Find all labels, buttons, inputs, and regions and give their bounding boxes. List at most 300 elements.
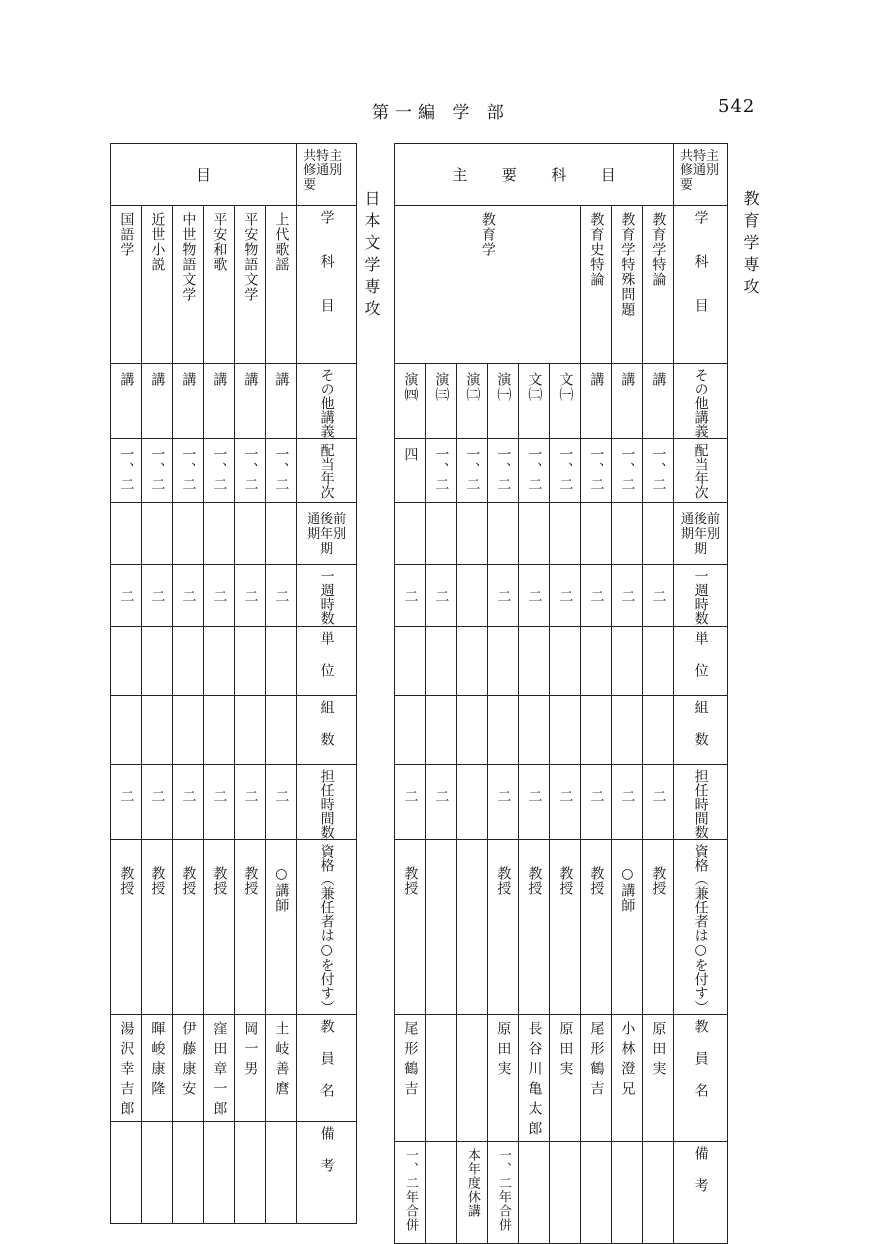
groups-cell <box>457 695 488 764</box>
header-year-label: 配当年次 <box>318 443 335 499</box>
hours-value: 二 <box>273 588 290 604</box>
page-number: 542 <box>718 96 756 117</box>
header-hours-label: 一週時数 <box>692 568 709 625</box>
header-type-label: その他講義 <box>692 368 709 438</box>
group-header-char: 主 <box>452 166 468 184</box>
note-cell <box>173 1121 204 1223</box>
rank-value: 教授 <box>402 865 419 896</box>
hours-value: 二 <box>526 588 543 604</box>
note-cell <box>235 1121 266 1223</box>
unit-cell <box>643 626 674 695</box>
charge-cell <box>643 764 674 839</box>
teacher-cell <box>426 1014 457 1141</box>
group-header <box>395 144 674 206</box>
rank-value: ○講師 <box>619 865 636 913</box>
type-cell <box>204 364 235 439</box>
note-cell <box>643 1141 674 1243</box>
header-term-label: 通後前期年別期 <box>681 512 721 557</box>
rank-value: 教授 <box>526 865 543 896</box>
group-header-char: 科 <box>551 166 567 184</box>
rank-value: 教授 <box>242 865 259 896</box>
subject-value: 平安物語文学 <box>242 212 259 302</box>
header-teacher-label: 教員名 <box>692 1018 709 1115</box>
unit-cell <box>612 626 643 695</box>
type-cell <box>581 364 612 439</box>
groups-cell <box>235 695 266 764</box>
type-value: 講 <box>180 372 197 387</box>
note-value: 本年度休講 <box>464 1147 480 1218</box>
type-value: 講 <box>211 372 228 387</box>
header-subject-label: 学科目 <box>692 210 709 342</box>
term-cell <box>612 503 643 565</box>
rank-value: 教授 <box>211 865 228 896</box>
teacher-cell <box>550 1014 581 1141</box>
term-cell <box>395 503 426 565</box>
rank-value: 教授 <box>180 865 197 896</box>
header-rank <box>297 839 357 1014</box>
term-cell <box>204 503 235 565</box>
term-cell <box>488 503 519 565</box>
subject-cell <box>581 206 612 364</box>
type-value: 演㈠ <box>495 372 512 402</box>
rank-value: 教授 <box>650 865 667 896</box>
charge-value: 二 <box>619 788 636 804</box>
hours-cell <box>426 564 457 626</box>
teacher-cell <box>581 1014 612 1141</box>
type-value: 文㈠ <box>557 372 574 402</box>
year-cell <box>643 439 674 503</box>
charge-value: 二 <box>650 788 667 804</box>
charge-value: 二 <box>273 788 290 804</box>
rank-cell <box>519 839 550 1014</box>
type-value: 講 <box>273 372 290 387</box>
group-header-char: 要 <box>501 166 517 184</box>
unit-cell <box>426 626 457 695</box>
right-section-title: 教育学専攻 <box>741 190 760 300</box>
charge-cell <box>395 764 426 839</box>
note-cell <box>395 1141 426 1243</box>
teacher-cell <box>457 1014 488 1141</box>
header-charge-label: 担任時間数 <box>318 768 335 839</box>
rank-cell <box>426 839 457 1014</box>
type-value: 文㈡ <box>526 372 543 402</box>
header-note-label: 備考 <box>692 1145 709 1210</box>
hours-value: 二 <box>180 588 197 604</box>
header-rank <box>674 839 728 1014</box>
charge-cell <box>142 764 173 839</box>
type-cell <box>643 364 674 439</box>
teacher-value: 小林澄兄 <box>619 1020 636 1101</box>
rank-cell <box>173 839 204 1014</box>
header-groups <box>674 695 728 764</box>
hours-cell <box>488 564 519 626</box>
header-unit-label: 単位 <box>318 630 335 695</box>
rank-value: 教授 <box>588 865 605 896</box>
teacher-cell <box>111 1014 142 1121</box>
groups-cell <box>581 695 612 764</box>
unit-cell <box>519 626 550 695</box>
note-cell <box>111 1121 142 1223</box>
teacher-cell <box>142 1014 173 1121</box>
year-value: 四 <box>402 447 419 462</box>
term-cell <box>266 503 297 565</box>
charge-value: 二 <box>242 788 259 804</box>
rank-value: ○講師 <box>273 865 290 913</box>
hours-value: 二 <box>650 588 667 604</box>
charge-cell <box>204 764 235 839</box>
rank-cell <box>643 839 674 1014</box>
teacher-value: 尾形鶴吉 <box>402 1020 419 1101</box>
header-rank-label: 資格（兼任者は○を付す） <box>692 843 709 1014</box>
term-cell <box>111 503 142 565</box>
groups-cell <box>111 695 142 764</box>
groups-cell <box>204 695 235 764</box>
header-charge-label: 担任時間数 <box>692 768 709 839</box>
header-teacher <box>297 1014 357 1121</box>
year-cell <box>395 439 426 503</box>
year-cell <box>519 439 550 503</box>
teacher-cell <box>204 1014 235 1121</box>
rank-cell <box>612 839 643 1014</box>
hours-cell <box>581 564 612 626</box>
term-cell <box>581 503 612 565</box>
subject-cell <box>142 206 173 364</box>
groups-cell <box>142 695 173 764</box>
header-note <box>297 1121 357 1223</box>
note-cell <box>519 1141 550 1243</box>
teacher-value: 暉峻康隆 <box>149 1020 166 1101</box>
charge-cell <box>488 764 519 839</box>
header-charge <box>297 764 357 839</box>
left-table <box>110 143 357 1224</box>
note-cell <box>142 1121 173 1223</box>
type-cell <box>426 364 457 439</box>
subject-value: 中世物語文学 <box>180 212 197 302</box>
teacher-cell <box>173 1014 204 1121</box>
term-cell <box>457 503 488 565</box>
unit-cell <box>550 626 581 695</box>
header-groups-label: 組数 <box>692 699 709 764</box>
center-section-title: 日本文学専攻 <box>362 190 381 322</box>
subject-name: 教育学特殊問題 <box>619 212 636 317</box>
charge-cell <box>550 764 581 839</box>
year-cell <box>204 439 235 503</box>
header-type <box>674 364 728 439</box>
subject-value: 平安和歌 <box>211 212 228 272</box>
groups-cell <box>395 695 426 764</box>
teacher-value: 伊藤康安 <box>180 1020 197 1101</box>
header-note <box>674 1141 728 1243</box>
header-year <box>297 439 357 503</box>
type-value: 講 <box>149 372 166 387</box>
type-cell <box>488 364 519 439</box>
unit-cell <box>235 626 266 695</box>
header-groups <box>297 695 357 764</box>
charge-value: 二 <box>588 788 605 804</box>
header-subject-label: 学科目 <box>318 210 335 342</box>
type-cell <box>457 364 488 439</box>
header-kyotsu <box>297 144 357 206</box>
header-teacher <box>674 1014 728 1141</box>
charge-cell <box>173 764 204 839</box>
charge-cell <box>235 764 266 839</box>
charge-value: 二 <box>495 788 512 804</box>
header-unit-label: 単位 <box>692 630 709 695</box>
hours-cell <box>111 564 142 626</box>
hours-cell <box>235 564 266 626</box>
teacher-value: 原田実 <box>495 1020 512 1081</box>
term-cell <box>519 503 550 565</box>
header-groups-label: 組数 <box>318 699 335 764</box>
header-term-label: 通後前期年別期 <box>307 512 347 557</box>
charge-value: 二 <box>118 788 135 804</box>
unit-cell <box>266 626 297 695</box>
note-cell <box>488 1141 519 1243</box>
type-cell <box>266 364 297 439</box>
year-value: 一、二 <box>650 447 667 492</box>
teacher-cell <box>643 1014 674 1141</box>
teacher-value: 長谷川亀太郎 <box>526 1020 543 1141</box>
groups-cell <box>266 695 297 764</box>
header-term <box>297 503 357 565</box>
header-note-label: 備考 <box>318 1125 335 1190</box>
year-value: 一、二 <box>433 447 450 492</box>
type-value: 講 <box>650 372 667 387</box>
header-year <box>674 439 728 503</box>
charge-cell <box>266 764 297 839</box>
year-value: 一、二 <box>619 447 636 492</box>
teacher-cell <box>519 1014 550 1141</box>
year-cell <box>426 439 457 503</box>
teacher-cell <box>395 1014 426 1141</box>
header-hours-label: 一週時数 <box>318 568 335 625</box>
charge-cell <box>519 764 550 839</box>
note-cell <box>204 1121 235 1223</box>
subject-value: 上代歌謡 <box>273 212 290 272</box>
subject-cell <box>235 206 266 364</box>
charge-cell <box>426 764 457 839</box>
year-value: 一、二 <box>118 447 135 492</box>
unit-cell <box>581 626 612 695</box>
unit-cell <box>111 626 142 695</box>
running-head: 第一編 学 部 <box>372 103 510 123</box>
hours-value: 二 <box>242 588 259 604</box>
header-unit <box>674 626 728 695</box>
year-value: 一、二 <box>526 447 543 492</box>
note-cell <box>612 1141 643 1243</box>
year-cell <box>488 439 519 503</box>
term-cell <box>173 503 204 565</box>
groups-cell <box>426 695 457 764</box>
header-rank-label: 資格（兼任者は○を付す） <box>318 843 335 1014</box>
type-value: 講 <box>242 372 259 387</box>
teacher-value: 岡一男 <box>242 1020 259 1081</box>
header-kyotsu <box>674 144 728 206</box>
header-year-label: 配当年次 <box>692 443 709 499</box>
charge-value: 二 <box>557 788 574 804</box>
year-value: 一、二 <box>495 447 512 492</box>
charge-value: 二 <box>402 788 419 804</box>
year-value: 一、二 <box>180 447 197 492</box>
hours-value: 二 <box>619 588 636 604</box>
teacher-value: 窪田章一郎 <box>211 1020 228 1121</box>
groups-cell <box>550 695 581 764</box>
header-unit <box>297 626 357 695</box>
year-value: 一、二 <box>588 447 605 492</box>
header-subject <box>297 206 357 364</box>
hours-cell <box>173 564 204 626</box>
subject-cell <box>612 206 643 364</box>
term-cell <box>142 503 173 565</box>
type-cell <box>612 364 643 439</box>
note-cell <box>426 1141 457 1243</box>
charge-value: 二 <box>433 788 450 804</box>
teacher-value: 尾形鶴吉 <box>588 1020 605 1101</box>
rank-cell <box>266 839 297 1014</box>
hours-value: 二 <box>118 588 135 604</box>
rank-value: 教授 <box>149 865 166 896</box>
year-value: 一、二 <box>242 447 259 492</box>
year-value: 一、二 <box>211 447 228 492</box>
year-cell <box>235 439 266 503</box>
hours-cell <box>395 564 426 626</box>
note-value: 一、二年合併 <box>402 1147 418 1232</box>
hours-cell <box>142 564 173 626</box>
hours-cell <box>550 564 581 626</box>
rank-cell <box>204 839 235 1014</box>
header-teacher-label: 教員名 <box>318 1018 335 1115</box>
note-cell <box>457 1141 488 1243</box>
hours-value: 二 <box>433 588 450 604</box>
merged-subject: 教育学 <box>479 212 496 257</box>
type-cell <box>550 364 581 439</box>
year-cell <box>457 439 488 503</box>
rank-cell <box>550 839 581 1014</box>
unit-cell <box>173 626 204 695</box>
rank-cell <box>581 839 612 1014</box>
term-cell <box>550 503 581 565</box>
rank-cell <box>395 839 426 1014</box>
year-cell <box>266 439 297 503</box>
year-value: 一、二 <box>464 447 481 492</box>
teacher-value: 湯沢幸吉郎 <box>118 1020 135 1121</box>
subject-cell <box>204 206 235 364</box>
teacher-cell <box>488 1014 519 1141</box>
rank-cell <box>235 839 266 1014</box>
subject-cell <box>643 206 674 364</box>
type-cell <box>142 364 173 439</box>
subject-cell <box>173 206 204 364</box>
charge-value: 二 <box>149 788 166 804</box>
hours-cell <box>519 564 550 626</box>
header-type-label: その他講義 <box>318 368 335 438</box>
groups-cell <box>173 695 204 764</box>
year-cell <box>111 439 142 503</box>
year-value: 一、二 <box>273 447 290 492</box>
hours-value: 二 <box>495 588 512 604</box>
hours-cell <box>266 564 297 626</box>
right-table <box>394 143 728 1244</box>
subject-name: 教育学特論 <box>650 212 667 287</box>
rank-cell <box>142 839 173 1014</box>
header-kyotsu-label: 共特主修通別要 <box>680 149 720 193</box>
teacher-value: 原田実 <box>557 1020 574 1081</box>
type-value: 講 <box>588 372 605 387</box>
rank-value: 教授 <box>495 865 512 896</box>
groups-cell <box>519 695 550 764</box>
type-value: 講 <box>619 372 636 387</box>
subject-value: 近世小説 <box>149 212 166 272</box>
hours-cell <box>204 564 235 626</box>
type-cell <box>395 364 426 439</box>
unit-cell <box>142 626 173 695</box>
header-charge <box>674 764 728 839</box>
note-cell <box>266 1121 297 1223</box>
type-cell <box>111 364 142 439</box>
group-header-char: 目 <box>600 166 616 184</box>
hours-value: 二 <box>588 588 605 604</box>
header-term <box>674 503 728 565</box>
teacher-cell <box>612 1014 643 1141</box>
unit-cell <box>395 626 426 695</box>
header-subject <box>674 206 728 364</box>
hours-value: 二 <box>402 588 419 604</box>
unit-cell <box>488 626 519 695</box>
teacher-value: 土岐善麿 <box>273 1020 290 1101</box>
rank-value: 教授 <box>118 865 135 896</box>
groups-cell <box>488 695 519 764</box>
year-cell <box>142 439 173 503</box>
header-hours <box>297 564 357 626</box>
charge-cell <box>581 764 612 839</box>
term-cell <box>426 503 457 565</box>
subject-cell <box>111 206 142 364</box>
unit-cell <box>204 626 235 695</box>
year-cell <box>612 439 643 503</box>
hours-value: 二 <box>557 588 574 604</box>
hours-cell <box>612 564 643 626</box>
type-value: 講 <box>118 372 135 387</box>
teacher-cell <box>266 1014 297 1121</box>
teacher-value: 原田実 <box>650 1020 667 1081</box>
teacher-cell <box>235 1014 266 1121</box>
type-cell <box>235 364 266 439</box>
charge-cell <box>111 764 142 839</box>
header-hours <box>674 564 728 626</box>
note-value: 一、二年合併 <box>495 1147 511 1232</box>
charge-value: 二 <box>180 788 197 804</box>
type-cell <box>173 364 204 439</box>
term-cell <box>235 503 266 565</box>
rank-cell <box>111 839 142 1014</box>
hours-cell <box>643 564 674 626</box>
rank-value: 教授 <box>557 865 574 896</box>
type-value: 演㈢ <box>433 372 450 402</box>
header-kyotsu-label: 共特主修通別要 <box>303 149 343 193</box>
hours-value: 二 <box>211 588 228 604</box>
merged-subject-cell <box>395 206 581 364</box>
year-value: 一、二 <box>557 447 574 492</box>
subject-name: 教育史特論 <box>588 212 605 287</box>
type-value: 演㈣ <box>402 372 419 402</box>
rank-cell <box>457 839 488 1014</box>
group-header <box>111 144 297 206</box>
groups-cell <box>643 695 674 764</box>
rank-cell <box>488 839 519 1014</box>
subject-cell <box>266 206 297 364</box>
groups-cell <box>612 695 643 764</box>
year-cell <box>550 439 581 503</box>
